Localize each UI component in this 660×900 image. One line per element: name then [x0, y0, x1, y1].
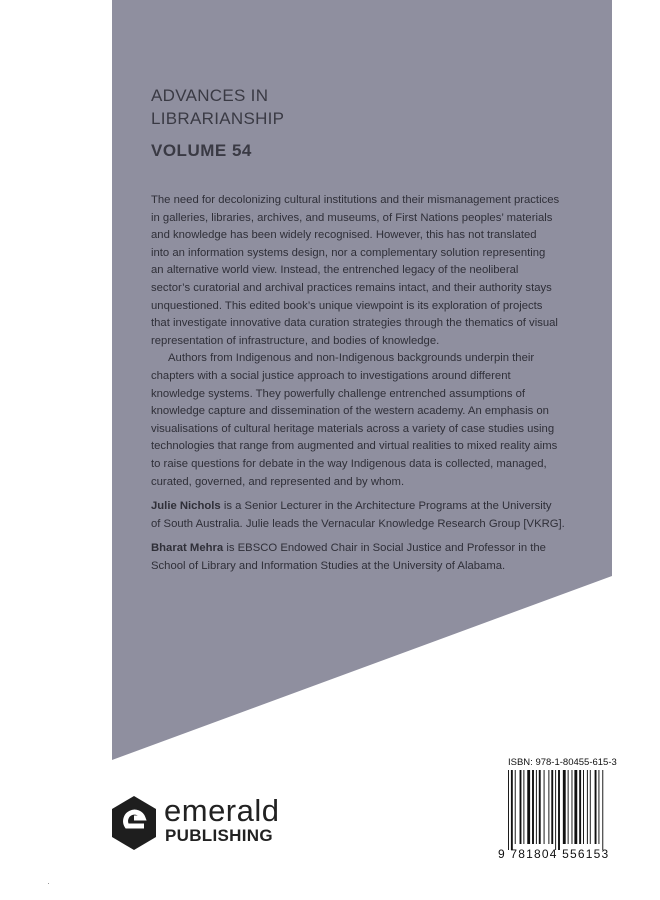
- barcode-bar: [563, 770, 566, 844]
- blurb-line: in galleries, libraries, archives, and museums, of First Nations peoples’ materials: [151, 211, 553, 224]
- barcode-bar: [555, 770, 556, 850]
- barcode-bar: [515, 770, 516, 844]
- barcode-bar: [583, 770, 584, 844]
- series-title-line: LIBRARIANSHIP: [151, 109, 285, 128]
- volume-number: VOLUME 54: [151, 141, 252, 160]
- barcode-bar: [523, 770, 524, 844]
- series-title: [151, 84, 284, 130]
- blurb-line: The need for decolonizing cultural institutions and their mismanagement practices: [151, 194, 560, 206]
- barcode-bar: [595, 770, 597, 844]
- blurb-line: curated, governed, and represented and by whom.: [151, 475, 405, 488]
- bio-text: School of Library and Information Studies at the University of Alabama.: [151, 559, 506, 572]
- blurb-paragraph: [151, 350, 591, 491]
- author-name: Bharat Mehra: [151, 542, 224, 555]
- blurb-line: and knowledge has been widely recognised. However, this has not translated: [151, 229, 537, 242]
- blurb-line: to raise questions for debate in the way Indigenous data is collected, managed,: [151, 457, 547, 470]
- bio-text: is EBSCO Endowed Chair in Social Justice and Professor in the: [223, 542, 546, 555]
- barcode-bar: [590, 770, 591, 844]
- barcode-bar: [587, 770, 588, 844]
- barcode-bar: [527, 770, 530, 844]
- barcode-bar: [598, 770, 599, 844]
- blurb-line: technologies that range from augmented and virtual realities to mixed reality aims: [151, 440, 558, 453]
- series-title-line: ADVANCES IN: [151, 86, 269, 105]
- blurb-line: knowledge systems. They powerfully challenge entrenched assumptions of: [151, 387, 526, 400]
- barcode-bar: [511, 770, 513, 850]
- blurb-line: visualisations of cultural heritage materials across a variety of case studies using: [151, 422, 555, 435]
- blurb-line: chapters with a social justice approach to investigations around different: [151, 369, 511, 382]
- barcode-bar: [548, 770, 549, 844]
- barcode: [506, 770, 606, 850]
- publisher-subtitle: PUBLISHING: [165, 826, 273, 845]
- barcode-bar: [532, 770, 534, 844]
- barcode-bar: [602, 770, 603, 850]
- barcode-bar: [539, 770, 541, 844]
- blurb-line: an alternative world view. Instead, the entrenched legacy of the neoliberal: [151, 264, 519, 277]
- isbn-label: ISBN: 978-1-80455-615-3: [508, 757, 617, 768]
- blurb-line: Authors from Indigenous and non-Indigenous backgrounds underpin their: [168, 352, 535, 365]
- blurb-line: sector’s curatorial and archival practices remains intact, and their authority stays: [151, 281, 552, 294]
- barcode-digits: 9 781804 556153: [498, 847, 610, 861]
- barcode-bar: [572, 770, 573, 844]
- bio-text: is a Senior Lecturer in the Architecture Programs at the University: [220, 500, 552, 513]
- barcode-bar: [574, 770, 577, 844]
- emerald-hexagon-logo-icon: [112, 796, 156, 850]
- publisher-name: emerald: [164, 793, 280, 828]
- author-bio: [151, 498, 591, 533]
- blurb-line: unquestioned. This edited book’s unique viewpoint is its exploration of projects: [151, 299, 543, 312]
- blurb-line: into an information systems design, nor a complementary solution representing: [151, 246, 546, 259]
- blurb: [151, 192, 591, 575]
- speck: [48, 883, 49, 884]
- bio-text: of South Australia. Julie leads the Vernacular Knowledge Research Group [VKRG].: [151, 517, 565, 530]
- barcode-bar: [508, 770, 509, 850]
- barcode-bar: [551, 770, 553, 844]
- barcode-bar: [568, 770, 569, 844]
- blurb-line: representation of infrastructure, and bodies of knowledge.: [151, 334, 440, 347]
- barcode-bar: [520, 770, 522, 844]
- barcode-bar: [579, 770, 581, 844]
- author-name: Julie Nichols: [151, 500, 221, 513]
- blurb-paragraph: [151, 192, 591, 350]
- blurb-line: knowledge capture and dissemination of the western academy. An emphasis on: [151, 405, 549, 418]
- barcode-bar: [558, 770, 560, 850]
- barcode-bar: [544, 770, 545, 844]
- barcode-bar: [536, 770, 537, 844]
- blurb-line: that investigate innovative data curation strategies through the thematics of visual: [151, 317, 558, 330]
- author-bio: [151, 540, 591, 575]
